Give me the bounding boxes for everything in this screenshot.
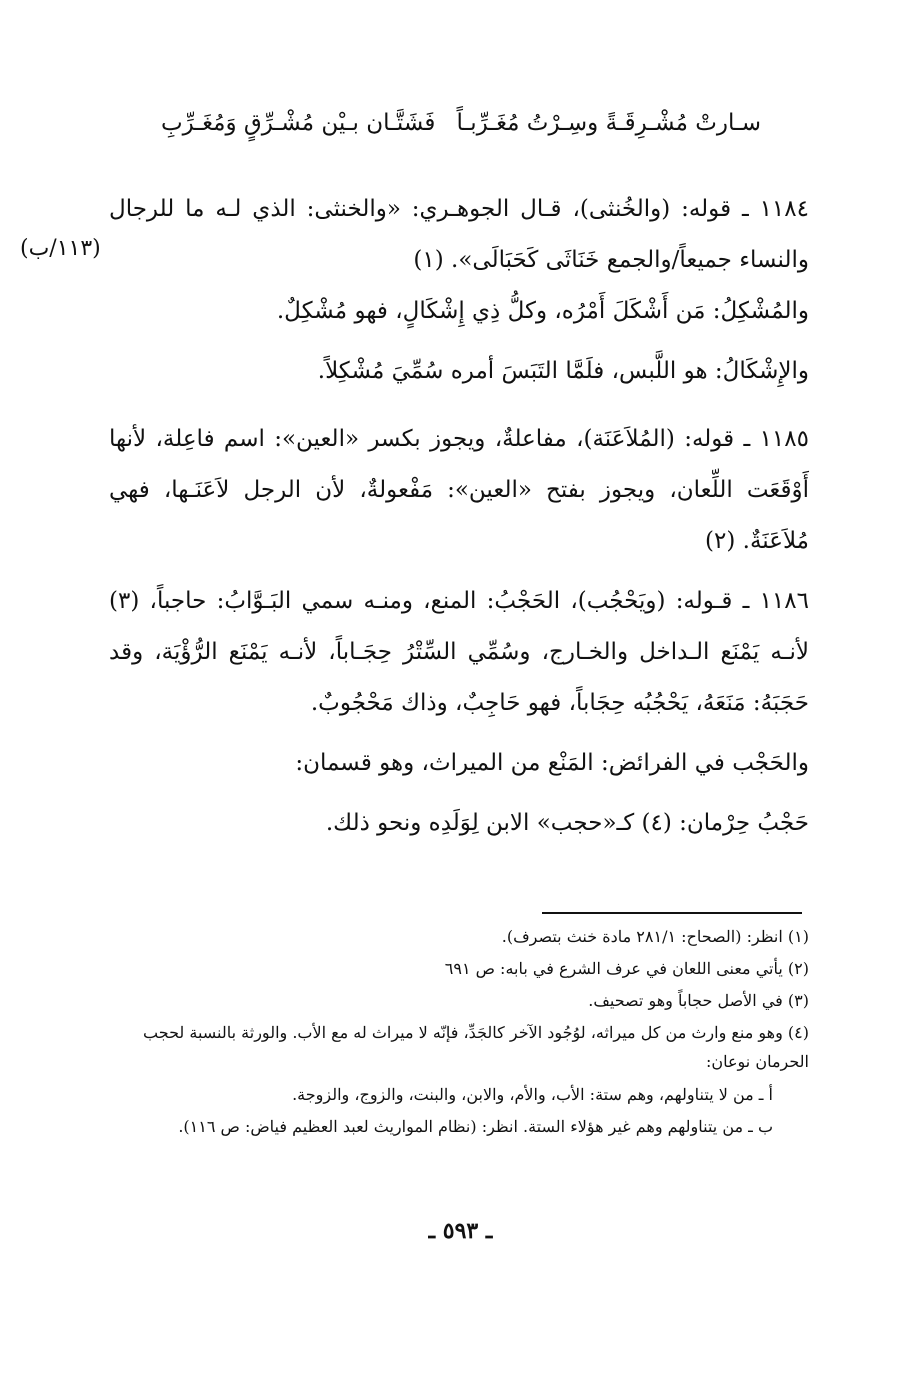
footnote-3: (٣) في الأصل حجاباً وهو تصحيف. (588, 991, 809, 1010)
paragraph-hajb-hirman: حَجْبُ حِرْمان: (٤) كـ«حجب» الابن لِوَلَدِه ونحو ذلك. (325, 810, 809, 836)
footnote-4-item-b: ب ـ من يتناولهم وهم غير هؤلاء الستة. انظر: (نظام المواريث لعبد العظيم فياض: ص ١١٦). (178, 1117, 773, 1136)
manuscript-folio-note: (١١٣/ب) (20, 236, 101, 261)
paragraph-ishkal: والإِشْكَالُ: هو اللَّبس، فلَمَّا التَبَسَ أمره سُمِّيَ مُشْكِلاً. (317, 358, 809, 384)
footnote-4-item-a: أ ـ من لا يتناولهم، وهم ستة: الأب، والأم، والابن، والبنت، والزوج، والزوجة. (292, 1085, 773, 1104)
verse-hemistich-left: فَشَتَّـان بـيْن مُشْـرِّقٍ وَمُغَـرِّبِ (161, 110, 436, 136)
page-number: ـ ٥٩٣ ـ (428, 1218, 493, 1244)
paragraph-1184: ١١٨٤ ـ قوله: (والخُنثى)، قـال الجوهـري: «والخنثى: الذي لـه ما للرجال والنساء جميعاً/والجمع خَنَاثَى كَحَبَالَى». (١) (109, 196, 809, 273)
paragraph-mushkil: والمُشْكِلُ: مَن أَشْكَلَ أَمْرُه، وكلُّ ذِي إِشْكَالٍ، فهو مُشْكِلٌ. (276, 298, 809, 324)
paragraph-1185: ١١٨٥ ـ قوله: (المُلاَعَنَة)، مفاعلةٌ، ويجوز بكسر «العين»: اسم فاعِلة، لأنها أَوْقَعَت اللِّعان، ويجوز بفتح «العين»: مَفْعولةٌ، لأن الرجل لاَعَنَـها، فهي مُلاَعَنَةٌ. (٢) (109, 426, 809, 554)
poetry-verse (161, 110, 761, 136)
paragraph-hajb-faraid: والحَجْب في الفرائض: المَنْع من الميراث، وهو قسمان: (295, 750, 809, 776)
footnote-4: (٤) وهو منع وارث من كل ميراثه، لوُجُود الآخر كالجَدِّ، فإنّه لا ميراث له مع الأب. والورثة بالنسبة لحجب الحرمان نوعان: (143, 1023, 809, 1071)
footnote-2: (٢) يأتي معنى اللعان في عرف الشرع في بابه: ص ٦٩١ (444, 959, 809, 978)
verse-hemistich-right: سـارتْ مُشْـرِقَـةً وسِـرْتُ مُغَـرِّبـاً (456, 110, 761, 136)
footnote-1: (١) انظر: (الصحاح: ٢٨١/١ مادة خنث بتصرف). (501, 927, 809, 946)
footnote-divider (542, 912, 802, 914)
paragraph-1186: ١١٨٦ ـ قـوله: (ويَحْجُب)، الحَجْبُ: المنع، ومنـه سمي البَـوَّابُ: حاجباً، (٣) لأنـه يَمْنَع الـداخل والخـارج، وسُمِّي السِّتْرُ حِجَـاباً، لأنـه يَمْنَع الرُّؤْيَة، وقد حَجَبَهُ: مَنَعَهُ، يَحْجُبُه حِجَاباً، فهو حَاجِبٌ، وذاك مَحْجُوبٌ. (109, 588, 809, 716)
